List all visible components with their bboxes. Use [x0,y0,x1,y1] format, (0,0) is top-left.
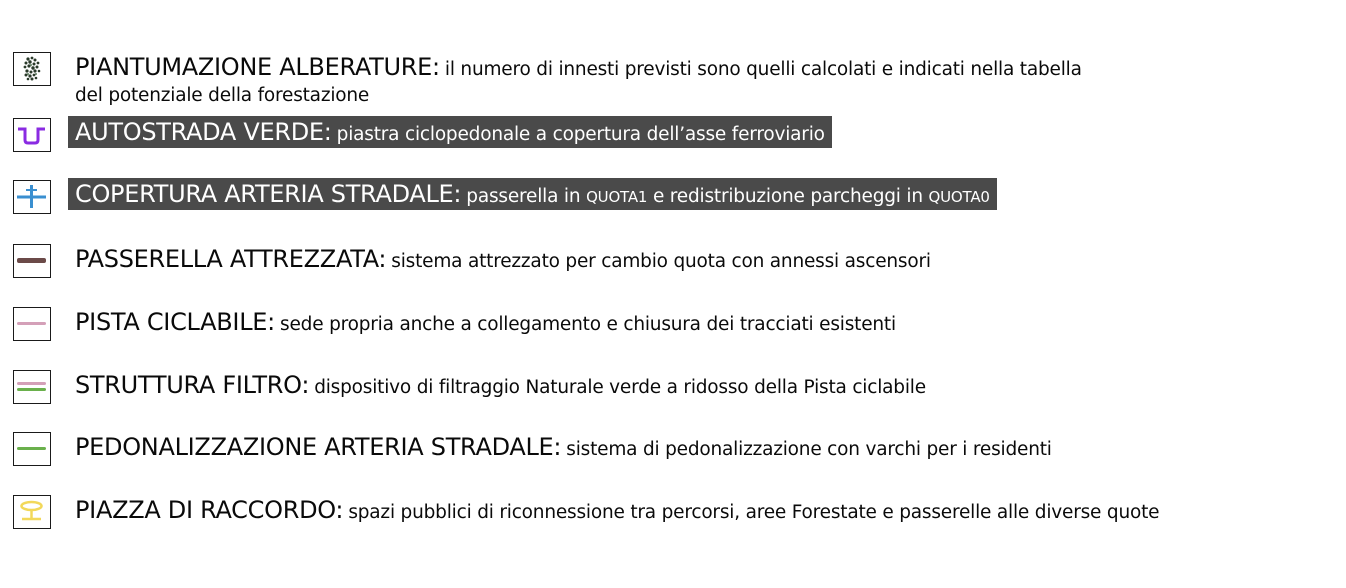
separator: : [378,245,387,273]
legend-label-row-3 [68,178,997,210]
legend-item-connection-square [0,493,1346,531]
bike-lane-icon [13,307,51,341]
legend-description: dispositivo di filtraggio Naturale verde a ridosso della Pista ciclabile [314,377,926,398]
connection-square-icon [13,495,51,529]
separator: : [267,308,275,336]
legend-term: PIANTUMAZIONE ALBERATURE [75,53,432,81]
equipped-walkway-icon [13,244,51,278]
legend-description: spazi pubblici di riconnessione tra percorsi, aree Forestate e passerelle alle diverse quote [348,502,1160,523]
legend-description: il numero di innesti previsti sono quelli calcolati e indicati nella tabella [444,59,1082,80]
legend-term: PIAZZA DI RACCORDO [75,496,336,524]
pedestrianization-icon [13,432,51,466]
legend-item-filter-structure [0,368,1346,406]
legend-label-row-7 [75,434,1052,463]
legend-label-row-5 [75,309,896,338]
quota-0-label: QUOTA0 [928,188,990,206]
legend-item-green-highway [0,116,1346,154]
legend-label-row-4 [75,246,931,275]
legend-term: AUTOSTRADA VERDE [75,118,324,146]
legend-label-row-6 [75,372,926,401]
separator: : [431,53,440,81]
legend-item-bike-lane [0,305,1346,343]
legend-description: sede propria anche a collegamento e chiusura dei tracciati esistenti [280,314,896,335]
legend-description: sistema di pedonalizzazione con varchi per i residenti [566,439,1052,460]
legend-item-pedestrianization [0,430,1346,468]
legend-description-part-b: e redistribuzione parcheggi in [647,186,929,207]
legend-item-tree-planting [0,50,1346,110]
road-cover-icon [13,180,51,214]
legend-description-continued: del potenziale della forestazione [75,85,370,106]
legend-description: sistema attrezzato per cambio quota con annessi ascensori [391,251,931,272]
legend-term: PASSERELLA ATTREZZATA [75,245,379,273]
quota-1-label: QUOTA1 [586,188,648,206]
legend-label-row-2 [68,116,832,148]
legend-term: PEDONALIZZAZIONE ARTERIA STRADALE [75,433,554,461]
legend-description: piastra ciclopedonale a copertura dell’asse ferroviario [336,124,825,145]
separator: : [453,180,462,208]
legend-label-row-1 [75,54,1082,83]
legend-term: COPERTURA ARTERIA STRADALE [75,180,454,208]
green-highway-icon [13,118,51,152]
legend-term: PISTA CICLABILE [75,308,268,336]
legend-item-road-cover [0,178,1346,216]
separator: : [323,118,332,146]
separator: : [553,433,562,461]
legend-term: STRUTTURA FILTRO [75,371,302,399]
separator: : [301,371,310,399]
legend-label-row-8 [75,497,1159,526]
tree-planting-icon [13,52,51,86]
legend-description-part-a: passerella in [466,186,587,207]
separator: : [335,496,344,524]
filter-structure-icon [13,370,51,404]
legend-item-equipped-walkway [0,242,1346,280]
